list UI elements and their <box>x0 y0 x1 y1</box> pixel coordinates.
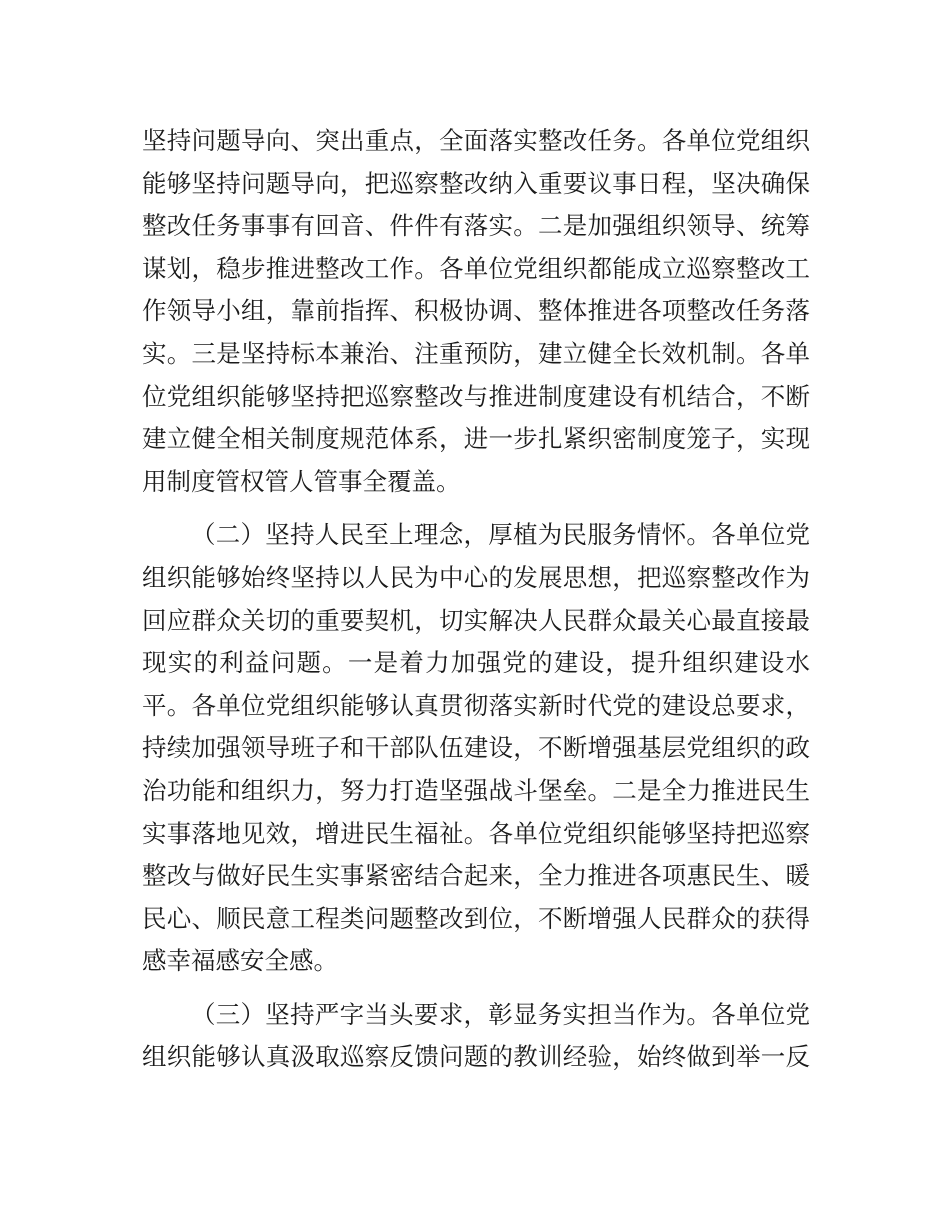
text-line: 感幸福感安全感。 <box>142 946 338 976</box>
document-body <box>142 120 810 1079</box>
text-line: 整改任务事事有回音、件件有落实。二是加强组织领导、统筹 <box>142 211 810 241</box>
paragraph-2 <box>142 514 810 983</box>
text-line: 用制度管权管人管事全覆盖。 <box>142 466 461 496</box>
text-line: 回应群众关切的重要契机，切实解决人民群众最关心最直接最 <box>142 605 810 635</box>
text-line: 平。各单位党组织能够认真贯彻落实新时代党的建设总要求， <box>142 690 810 720</box>
text-line: 实事落地见效，增进民生福祉。各单位党组织能够坚持把巡察 <box>142 818 810 848</box>
text-line: 位党组织能够坚持把巡察整改与推进制度建设有机结合，不断 <box>142 381 810 411</box>
text-line: 能够坚持问题导向，把巡察整改纳入重要议事日程，坚决确保 <box>142 168 810 198</box>
section-heading-line: （二）坚持人民至上理念，厚植为民服务情怀。各单位党 <box>191 520 810 550</box>
text-line: 坚持问题导向、突出重点，全面落实整改任务。各单位党组织 <box>142 126 810 155</box>
text-line: 持续加强领导班子和干部队伍建设，不断增强基层党组织的政 <box>142 733 810 763</box>
section-heading-line: （三）坚持严字当头要求，彰显务实担当作为。各单位党 <box>191 999 810 1029</box>
text-line: 治功能和组织力，努力打造坚强战斗堡垒。二是全力推进民生 <box>142 775 810 805</box>
text-line: 民心、顺民意工程类问题整改到位，不断增强人民群众的获得 <box>142 903 810 933</box>
text-line: 组织能够始终坚持以人民为中心的发展思想，把巡察整改作为 <box>142 562 810 592</box>
text-line: 整改与做好民生实事紧密结合起来，全力推进各项惠民生、暖 <box>142 861 810 891</box>
text-line: 实。三是坚持标本兼治、注重预防，建立健全长效机制。各单 <box>142 338 810 368</box>
text-line: 建立健全相关制度规范体系，进一步扎紧织密制度笼子，实现 <box>142 424 810 454</box>
text-line: 组织能够认真汲取巡察反馈问题的教训经验，始终做到举一反 <box>142 1042 810 1072</box>
text-line: 现实的利益问题。一是着力加强党的建设，提升组织建设水 <box>142 648 810 678</box>
text-line: 谋划，稳步推进整改工作。各单位党组织都能成立巡察整改工 <box>142 253 810 283</box>
paragraph-1 <box>142 120 810 503</box>
text-line: 作领导小组，靠前指挥、积极协调、整体推进各项整改任务落 <box>142 296 810 326</box>
paragraph-3 <box>142 994 810 1079</box>
